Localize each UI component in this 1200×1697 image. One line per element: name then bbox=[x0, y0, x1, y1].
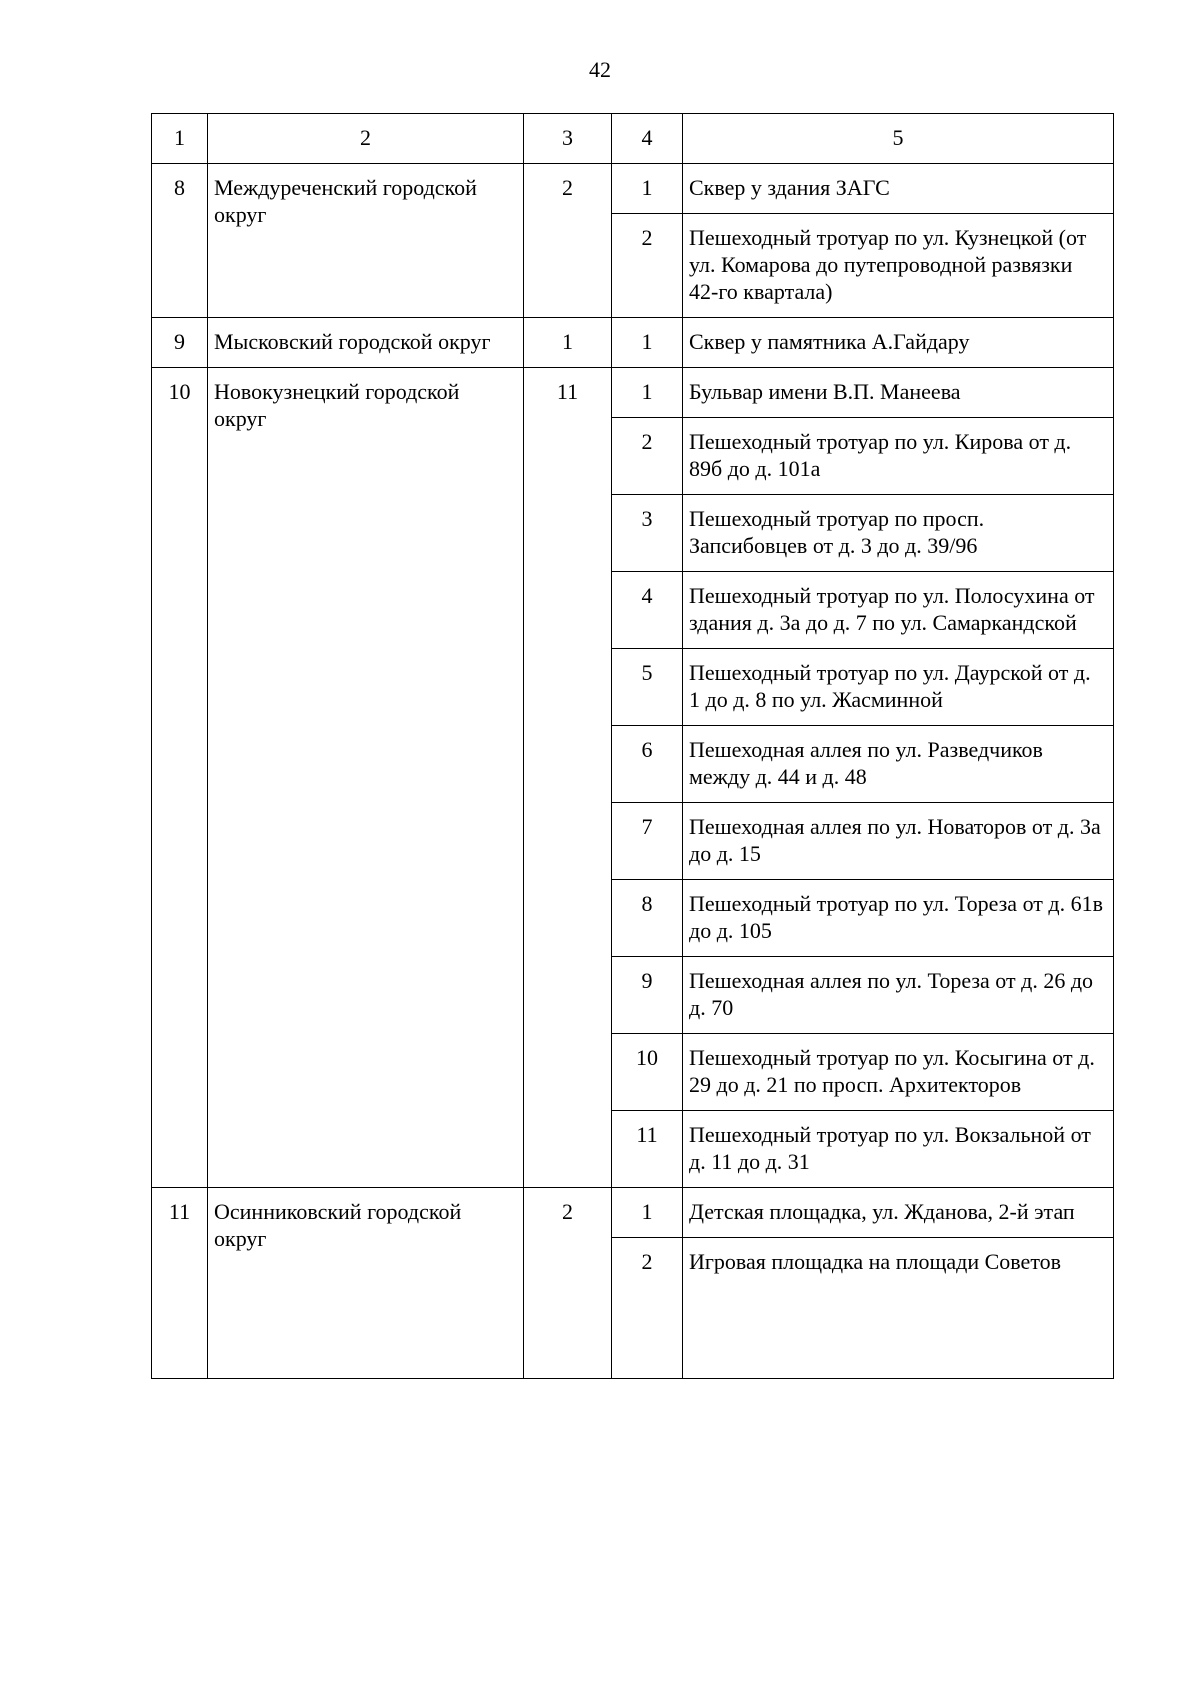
municipality-number: 10 bbox=[152, 368, 208, 1188]
object-description: Пешеходный тротуар по ул. Кузнецкой (от ул. Комарова до путепроводной развязки 42-го квартала) bbox=[683, 214, 1114, 318]
object-index: 1 bbox=[612, 368, 683, 418]
page-number: 42 bbox=[589, 57, 611, 82]
object-description: Бульвар имени В.П. Манеева bbox=[683, 368, 1114, 418]
object-index: 5 bbox=[612, 649, 683, 726]
object-index: 1 bbox=[612, 318, 683, 368]
table-row bbox=[152, 164, 1114, 214]
table-row bbox=[152, 368, 1114, 418]
object-index: 2 bbox=[612, 418, 683, 495]
municipality-number: 9 bbox=[152, 318, 208, 368]
object-index: 2 bbox=[612, 1238, 683, 1379]
object-index: 2 bbox=[612, 214, 683, 318]
object-description: Пешеходный тротуар по просп. Запсибовцев от д. 3 до д. 39/96 bbox=[683, 495, 1114, 572]
municipality-name: Осинниковский городской округ bbox=[208, 1188, 524, 1379]
municipality-name: Междуреченский городской округ bbox=[208, 164, 524, 318]
object-count: 11 bbox=[524, 368, 612, 1188]
object-index: 7 bbox=[612, 803, 683, 880]
header-cell-2: 2 bbox=[208, 114, 524, 164]
object-description: Пешеходная аллея по ул. Новаторов от д. 3а до д. 15 bbox=[683, 803, 1114, 880]
object-count: 1 bbox=[524, 318, 612, 368]
object-description: Пешеходный тротуар по ул. Вокзальной от д. 11 до д. 31 bbox=[683, 1111, 1114, 1188]
municipality-name: Новокузнецкий городской округ bbox=[208, 368, 524, 1188]
municipality-number: 8 bbox=[152, 164, 208, 318]
object-description: Пешеходный тротуар по ул. Полосухина от здания д. 3а до д. 7 по ул. Самаркандской bbox=[683, 572, 1114, 649]
object-index: 9 bbox=[612, 957, 683, 1034]
object-description: Пешеходная аллея по ул. Тореза от д. 26 до д. 70 bbox=[683, 957, 1114, 1034]
object-description: Пешеходный тротуар по ул. Даурской от д. 1 до д. 8 по ул. Жасминной bbox=[683, 649, 1114, 726]
object-index: 6 bbox=[612, 726, 683, 803]
object-index: 1 bbox=[612, 164, 683, 214]
object-description: Пешеходный тротуар по ул. Косыгина от д. 29 до д. 21 по просп. Архитекторов bbox=[683, 1034, 1114, 1111]
object-description: Пешеходный тротуар по ул. Кирова от д. 89б до д. 101а bbox=[683, 418, 1114, 495]
object-index: 10 bbox=[612, 1034, 683, 1111]
object-description: Сквер у здания ЗАГС bbox=[683, 164, 1114, 214]
header-cell-3: 3 bbox=[524, 114, 612, 164]
object-count: 2 bbox=[524, 1188, 612, 1379]
table-row bbox=[152, 318, 1114, 368]
header-cell-4: 4 bbox=[612, 114, 683, 164]
object-description: Пешеходный тротуар по ул. Тореза от д. 61в до д. 105 bbox=[683, 880, 1114, 957]
object-index: 1 bbox=[612, 1188, 683, 1238]
object-index: 8 bbox=[612, 880, 683, 957]
object-index: 11 bbox=[612, 1111, 683, 1188]
header-cell-1: 1 bbox=[152, 114, 208, 164]
object-index: 3 bbox=[612, 495, 683, 572]
header-cell-5: 5 bbox=[683, 114, 1114, 164]
object-description: Пешеходная аллея по ул. Разведчиков между д. 44 и д. 48 bbox=[683, 726, 1114, 803]
municipality-number: 11 bbox=[152, 1188, 208, 1379]
object-index: 4 bbox=[612, 572, 683, 649]
object-count: 2 bbox=[524, 164, 612, 318]
municipality-name: Мысковский городской округ bbox=[208, 318, 524, 368]
object-description: Детская площадка, ул. Жданова, 2-й этап bbox=[683, 1188, 1114, 1238]
object-description: Игровая площадка на площади Советов bbox=[683, 1238, 1114, 1379]
table-row bbox=[152, 1188, 1114, 1238]
objects-table bbox=[151, 113, 1114, 1379]
object-description: Сквер у памятника А.Гайдару bbox=[683, 318, 1114, 368]
table-header-row bbox=[152, 114, 1114, 164]
